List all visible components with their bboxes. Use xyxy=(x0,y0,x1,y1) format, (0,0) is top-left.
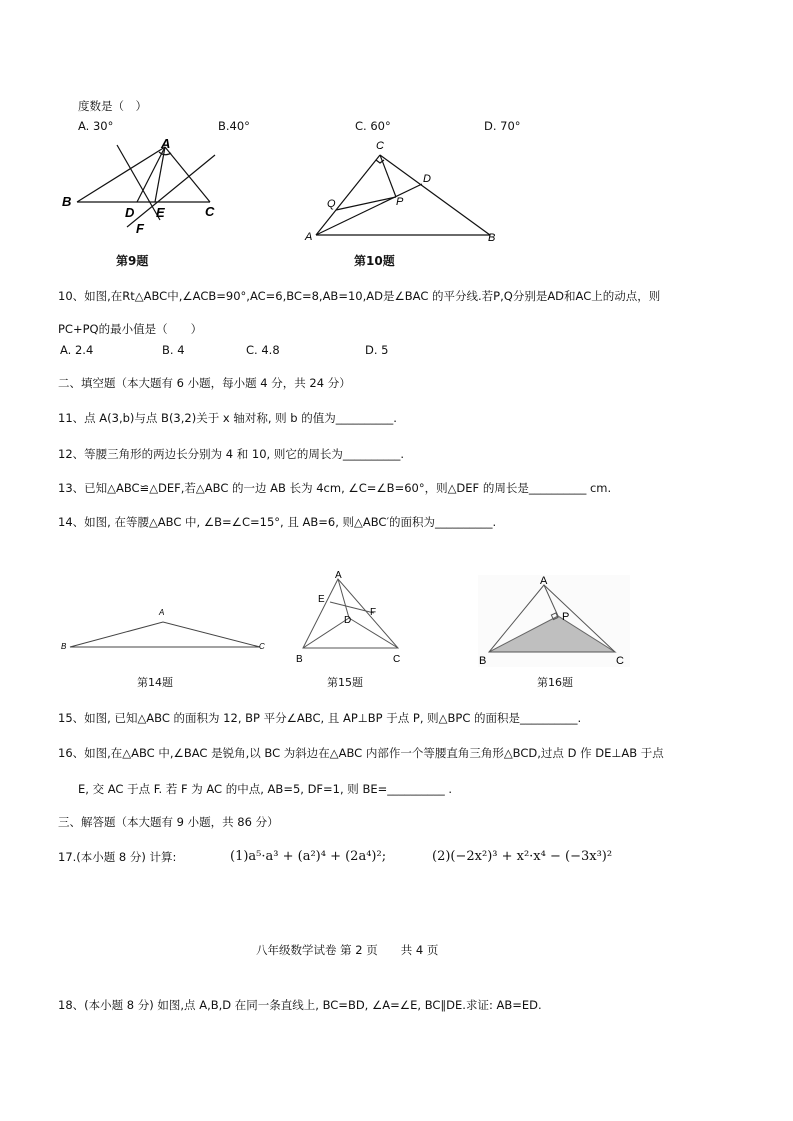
figure-16 xyxy=(475,570,635,670)
fig16-label-c: C xyxy=(616,655,624,667)
fig9-label-d: D xyxy=(125,205,135,220)
figure-9 xyxy=(55,135,235,240)
q17-expression-2: (2)(−2x²)³ + x²·x⁴ − (−3x³)² xyxy=(432,849,613,864)
caption-fig10: 第10题 xyxy=(354,254,395,268)
q9-option-a: A. 30° xyxy=(78,119,114,133)
q15-text: 15、如图, 已知△ABC 的面积为 12, BP 平分∠ABC, 且 AP⊥BP 于点 P, 则△BPC 的面积是__________. xyxy=(58,711,582,725)
q9-option-b: B.40° xyxy=(218,119,250,133)
fig10-label-p: P xyxy=(396,196,404,208)
fig14-label-b: B xyxy=(61,642,67,651)
q16-line2: E, 交 AC 于点 F. 若 F 为 AC 的中点, AB=5, DF=1, 则 BE=__________ . xyxy=(78,782,453,796)
q10-line1: 10、如图,在Rt△ABC中,∠ACB=90°,AC=6,BC=8,AB=10,AD是∠BAC 的平分线.若P,Q分别是AD和AC上的动点，则 xyxy=(58,289,661,303)
figure-14 xyxy=(55,600,275,660)
q10-option-b: B. 4 xyxy=(162,343,185,357)
fig10-label-c: C xyxy=(376,140,384,152)
q10-line2: PC+PQ的最小值是（ ） xyxy=(58,322,203,336)
fig9-label-c: C xyxy=(205,204,215,219)
fig14-triangle xyxy=(70,622,260,647)
q10-option-c: C. 4.8 xyxy=(246,343,280,357)
q10-option-a: A. 2.4 xyxy=(60,343,94,357)
q17-expression-1: (1)a⁵·a³ + (a²)⁴ + (2a⁴)²; xyxy=(230,849,387,864)
fig10-label-a: A xyxy=(305,231,313,243)
fig16-label-b: B xyxy=(479,655,487,667)
q17-label: 17.(本小题 8 分) 计算: xyxy=(58,850,177,864)
section2-heading: 二、填空题（本大题有 6 小题，每小题 4 分，共 24 分） xyxy=(58,376,351,390)
fig9-label-b: B xyxy=(62,194,72,209)
q14-text: 14、如图, 在等腰△ABC 中, ∠B=∠C=15°, 且 AB=6, 则△ABC′的面积为__________. xyxy=(58,515,497,529)
fig15-label-c: C xyxy=(393,654,401,665)
fig15-label-f: F xyxy=(370,607,377,618)
fig10-line-cb xyxy=(380,155,490,235)
q12-text: 12、等腰三角形的两边长分别为 4 和 10, 则它的周长为__________. xyxy=(58,447,405,461)
figure-15 xyxy=(290,565,415,670)
fig15-line-bd xyxy=(303,618,349,648)
q10-option-d: D. 5 xyxy=(365,343,389,357)
fig9-line-ac xyxy=(165,147,210,202)
figure-10 xyxy=(300,135,510,245)
fig15-triangle xyxy=(303,579,398,648)
caption-fig14: 第14题 xyxy=(137,676,173,689)
fig15-label-e: E xyxy=(318,594,325,605)
fig16-label-a: A xyxy=(540,575,548,587)
fig16-label-p: P xyxy=(562,611,570,623)
fig15-line-dc xyxy=(349,618,398,648)
q11-text: 11、点 A(3,b)与点 B(3,2)关于 x 轴对称, 则 b 的值为__________. xyxy=(58,411,397,425)
caption-fig15: 第15题 xyxy=(327,676,363,689)
q16-line1: 16、如图,在△ABC 中,∠BAC 是锐角,以 BC 为斜边在△ABC 内部作一个等腰直角三角形△BCD,过点 D 作 DE⊥AB 于点 xyxy=(58,746,664,760)
q13-text: 13、已知△ABC≌△DEF,若△ABC 的一边 AB 长为 4cm, ∠C=∠B=60°，则△DEF 的周长是__________ cm. xyxy=(58,481,612,495)
fig9-line-ae xyxy=(155,147,165,202)
fig10-label-d: D xyxy=(423,173,431,185)
q9-stem-tail: 度数是（ ） xyxy=(78,99,147,113)
fig14-label-a: A xyxy=(159,608,165,617)
fig10-label-b: B xyxy=(488,232,496,244)
page-footer: 八年级数学试卷 第 2 页 共 4 页 xyxy=(256,943,439,957)
fig9-label-a: A xyxy=(161,136,171,151)
fig15-label-a: A xyxy=(335,570,342,581)
fig15-label-d: D xyxy=(344,615,352,626)
caption-fig9: 第9题 xyxy=(116,254,149,268)
q9-option-d: D. 70° xyxy=(484,119,521,133)
fig9-line-ba xyxy=(77,147,165,202)
caption-fig16: 第16题 xyxy=(537,676,573,689)
fig10-label-q: Q xyxy=(327,198,336,210)
fig9-label-f: F xyxy=(136,221,144,236)
fig9-label-e: E xyxy=(156,205,165,220)
q9-option-c: C. 60° xyxy=(355,119,391,133)
section3-heading: 三、解答题（本大题有 9 小题，共 86 分） xyxy=(58,815,279,829)
fig9-perp-bisector-1 xyxy=(117,145,160,220)
fig15-line-ef xyxy=(330,602,374,613)
fig9-perp-bisector-2 xyxy=(127,155,215,227)
fig10-line-ca xyxy=(316,155,380,235)
fig14-label-c: C xyxy=(259,642,265,651)
fig15-label-b: B xyxy=(296,654,303,665)
q18-text: 18、(本小题 8 分) 如图,点 A,B,D 在同一条直线上, BC=BD, ∠A=∠E, BC∥DE.求证: AB=ED. xyxy=(58,998,542,1012)
